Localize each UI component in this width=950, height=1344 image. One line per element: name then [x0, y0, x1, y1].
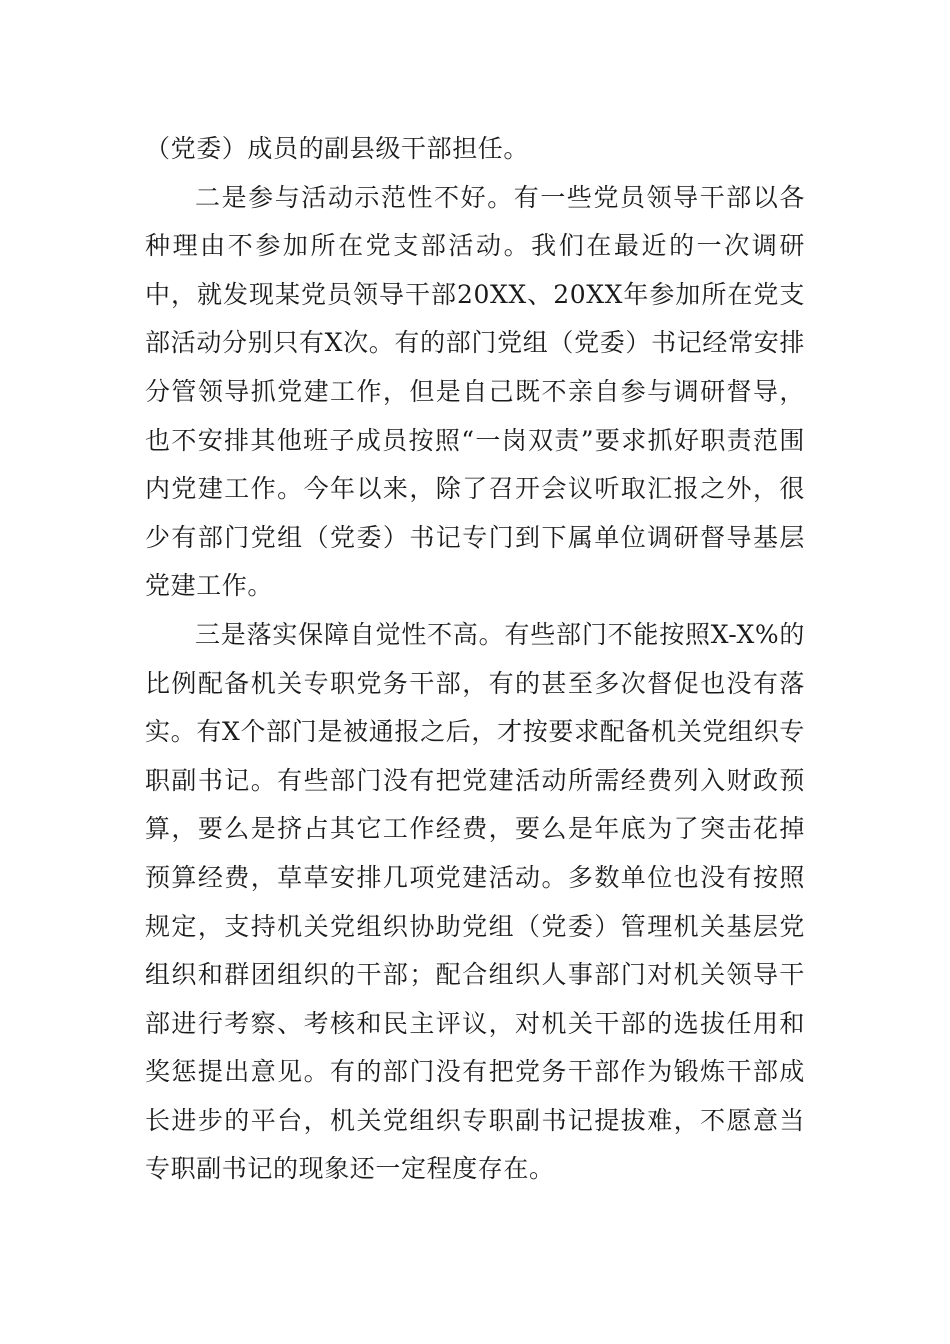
paragraph-continuation: （党委）成员的副县级干部担任。: [145, 134, 530, 163]
paragraph-participation: 二是参与活动示范性不好。有一些党员领导干部以各种理由不参加所在党支部活动。我们在最近的一次调研中，就发现某党员领导干部20XX、20XX年参加所在党支部活动分别只有X次。有的部门党组（党委）书记经常安排分管领导抓党建工作，但是自己既不亲自参与调研督导，也不安排其他班子成员按照“一岗双责”要求抓好职责范围内党建工作。今年以来，除了召开会议听取汇报之外，很少有部门党组（党委）书记专门到下属单位调研督导基层党建工作。: [145, 182, 805, 601]
document-body: [145, 125, 805, 1194]
paragraph-implementation: 三是落实保障自觉性不高。有些部门不能按照X-X%的比例配备机关专职党务干部，有的甚至多次督促也没有落实。有X个部门是被通报之后，才按要求配备机关党组织专职副书记。有些部门没有把党建活动所需经费列入财政预算，要么是挤占其它工作经费，要么是年底为了突击花掉预算经费，草草安排几项党建活动。多数单位也没有按照规定，支持机关党组织协助党组（党委）管理机关基层党组织和群团组织的干部；配合组织人事部门对机关领导干部进行考察、考核和民主评议，对机关干部的选拔任用和奖惩提出意见。有的部门没有把党务干部作为锻炼干部成长进步的平台，机关党组织专职副书记提拔难，不愿意当专职副书记的现象还一定程度存在。: [145, 619, 805, 1184]
